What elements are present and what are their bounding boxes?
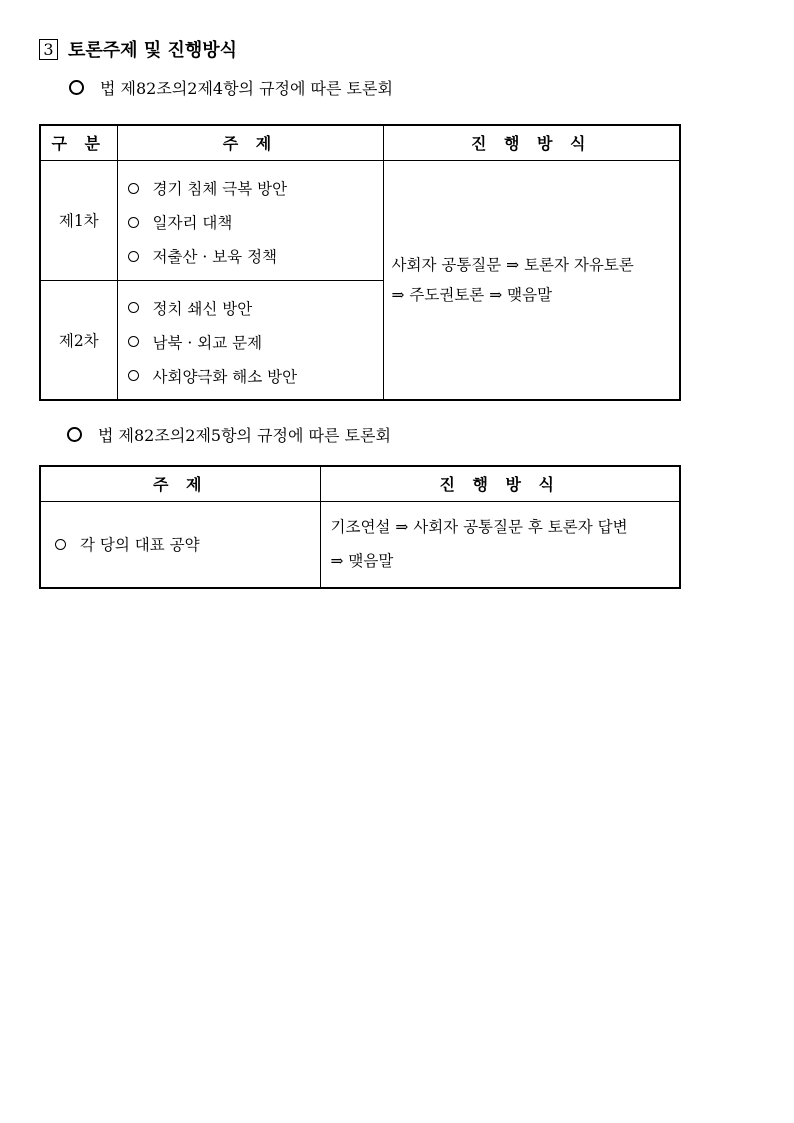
header-category: 구 분 [40, 125, 117, 160]
method-line-1: 기조연설 ⇒ 사회자 공통질문 후 토론자 답변 [330, 518, 628, 537]
section-heading [39, 36, 237, 62]
circle-bullet-icon [128, 251, 139, 262]
topic-text: 경기 침체 극복 방안 [152, 180, 288, 198]
list-item [128, 171, 383, 205]
debate-table-1 [39, 124, 681, 401]
circle-bullet-icon [128, 302, 139, 313]
topic-text: 일자리 대책 [152, 214, 233, 232]
method-cell [383, 160, 680, 400]
section-number-box: 3 [39, 39, 58, 60]
table-row [40, 501, 680, 588]
round-2-topics [117, 280, 383, 400]
circle-bullet-icon [128, 370, 139, 381]
header-topic: 주 제 [117, 125, 383, 160]
subsection-1-label [69, 76, 393, 99]
topic-text: 저출산 · 보육 정책 [152, 248, 278, 266]
round-1-topics [117, 160, 383, 280]
subsection-2-text: 법 제82조의2제5항의 규정에 따른 토론회 [98, 426, 391, 445]
method-line-2: ⇒ 맺음말 [330, 552, 394, 571]
list-item [128, 325, 383, 359]
circle-bullet-icon [128, 336, 139, 347]
round-1-label: 제1차 [40, 160, 117, 280]
table-row [40, 160, 680, 280]
topic-text: 각 당의 대표 공약 [80, 536, 200, 555]
circle-bullet-icon [69, 80, 84, 95]
list-item [128, 205, 383, 239]
method-cell [320, 501, 680, 588]
table-1-header-row [40, 125, 680, 160]
topic-text: 남북 · 외교 문제 [152, 333, 263, 352]
section-title: 토론주제 및 진행방식 [68, 40, 238, 61]
topic-text: 사회양극화 해소 방안 [152, 367, 298, 386]
table-2-header-row [40, 466, 680, 501]
list-item [41, 527, 320, 561]
subsection-1-text: 법 제82조의2제4항의 규정에 따른 토론회 [100, 79, 393, 98]
debate-table-2 [39, 465, 681, 589]
header-method: 진 행 방 식 [320, 466, 680, 501]
round-2-label: 제2차 [40, 280, 117, 400]
method-line-2: ⇒ 주도권토론 ⇒ 맺음말 [391, 285, 553, 304]
method-line-1: 사회자 공통질문 ⇒ 토론자 자유토론 [391, 255, 634, 274]
topic-cell [40, 501, 320, 588]
header-method: 진 행 방 식 [383, 125, 680, 160]
circle-bullet-icon [55, 539, 66, 550]
list-item [128, 291, 383, 325]
topic-text: 정치 쇄신 방안 [152, 299, 253, 318]
circle-bullet-icon [128, 217, 139, 228]
list-item [128, 359, 383, 393]
circle-bullet-icon [128, 183, 139, 194]
circle-bullet-icon [67, 427, 82, 442]
list-item [128, 239, 383, 273]
header-topic: 주 제 [40, 466, 320, 501]
subsection-2-label [67, 423, 391, 446]
